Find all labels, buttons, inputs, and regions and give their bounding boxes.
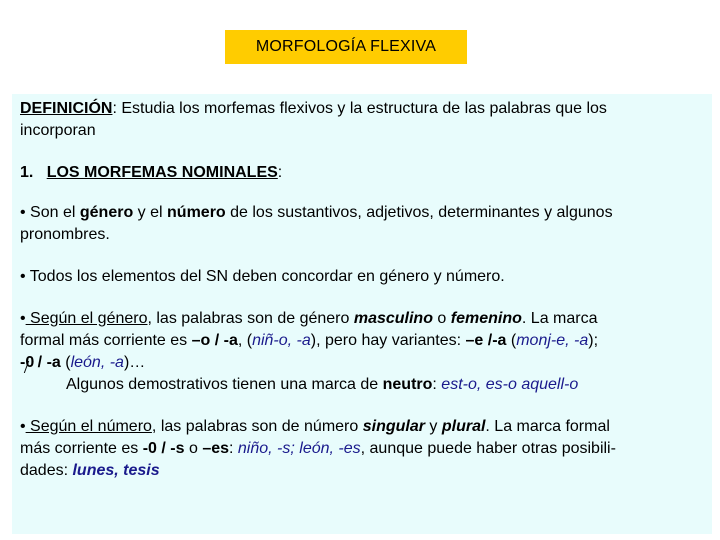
- definition-text-cont: incorporan: [20, 122, 96, 139]
- bullet-mark: •: [20, 310, 26, 327]
- text: :: [229, 440, 238, 457]
- definition-paragraph: [20, 98, 704, 142]
- text: pronombres.: [20, 226, 110, 243]
- section-colon: :: [277, 164, 283, 181]
- text: dades:: [20, 462, 73, 479]
- bullet-mark: •: [20, 418, 26, 435]
- marker: / -a: [33, 354, 61, 371]
- section-title: LOS MORFEMAS NOMINALES: [46, 164, 278, 181]
- marker: –es: [202, 440, 230, 457]
- bullet-mark: •: [20, 204, 26, 221]
- text: . La marca formal: [485, 418, 610, 435]
- term-genero: género: [79, 204, 134, 221]
- text: , (: [237, 332, 253, 349]
- underlined-lead: Según el número: [25, 418, 152, 435]
- text: Son el: [25, 204, 80, 221]
- text: formal más corriente es: [20, 332, 192, 349]
- term-numero: número: [167, 204, 226, 221]
- bullet-item: [20, 202, 704, 246]
- bullet-item: [20, 266, 704, 288]
- underlined-lead: Según el género: [25, 310, 148, 327]
- text: ), pero hay variantes:: [310, 332, 466, 349]
- text: , las palabras son de género: [147, 310, 354, 327]
- page-title: MORFOLOGÍA FLEXIVA: [225, 30, 467, 64]
- term-femenino: femenino: [450, 310, 522, 327]
- text: más corriente es: [20, 440, 143, 457]
- bullet-mark: •: [20, 268, 26, 285]
- text: de los sustantivos, adjetivos, determinantes y algunos: [225, 204, 613, 221]
- term-masculino: masculino: [353, 310, 433, 327]
- definition-text: : Estudia los morfemas flexivos y la estructura de las palabras que los: [112, 100, 607, 117]
- text: y el: [133, 204, 168, 221]
- example: león, -a: [70, 354, 124, 371]
- text: (: [60, 354, 71, 371]
- example: niño, -s; león, -es: [237, 440, 361, 457]
- text: (: [506, 332, 517, 349]
- text: )…: [123, 354, 146, 371]
- content-panel: [12, 94, 712, 534]
- example: monj-e, -a: [516, 332, 589, 349]
- text: y: [424, 418, 442, 435]
- example: est-o, es-o aquell-o: [441, 376, 579, 393]
- term-plural: plural: [441, 418, 486, 435]
- bullet-item: [20, 416, 704, 482]
- marker: -0: [20, 354, 35, 371]
- text: Todos los elementos del SN deben concordar en género y número.: [25, 268, 505, 285]
- text: );: [588, 332, 599, 349]
- text: o: [184, 440, 203, 457]
- text: :: [432, 376, 442, 393]
- example: niñ-o, -a: [252, 332, 311, 349]
- term-singular: singular: [362, 418, 425, 435]
- text: , las palabras son de número: [151, 418, 363, 435]
- bullet-item: [20, 308, 704, 396]
- text: , aunque puede haber otras posibili-: [360, 440, 616, 457]
- section-heading: [20, 162, 704, 184]
- definition-label: DEFINICIÓN: [20, 100, 113, 117]
- example: lunes, tesis: [72, 462, 160, 479]
- text: . La marca: [521, 310, 598, 327]
- term-neutro: neutro: [382, 376, 433, 393]
- marker: -0 / -s: [142, 440, 185, 457]
- marker: –e /-a: [465, 332, 507, 349]
- indented-line: [20, 376, 578, 393]
- marker: –o / -a: [191, 332, 238, 349]
- text: Algunos demostrativos tienen una marca de: [66, 376, 383, 393]
- section-number: 1.: [20, 164, 34, 181]
- text: o: [432, 310, 451, 327]
